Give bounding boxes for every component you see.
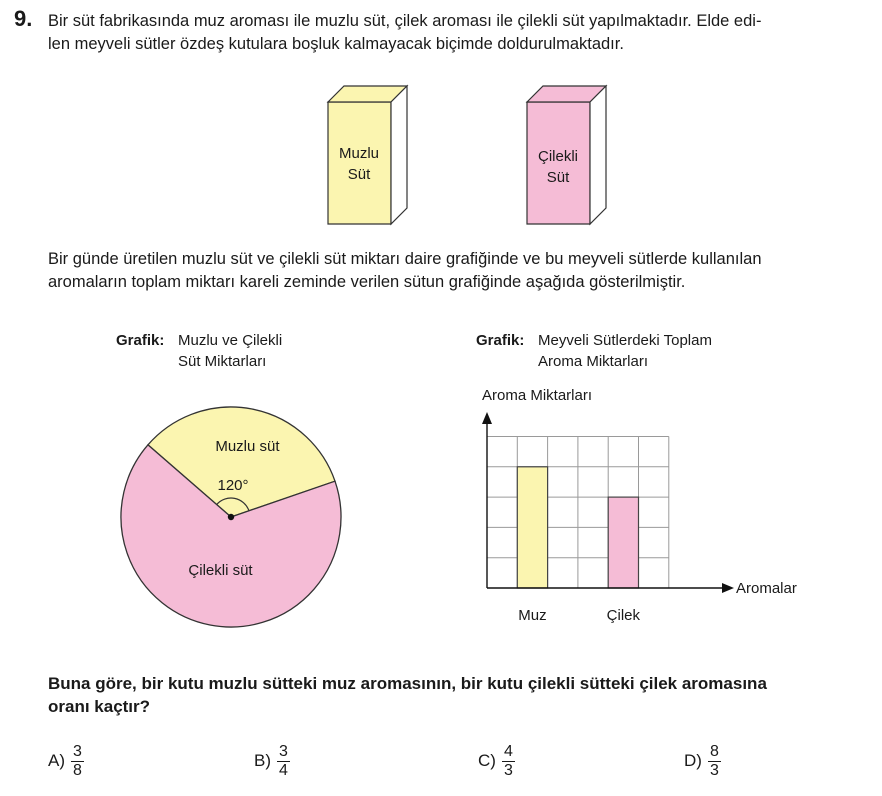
choice-fraction xyxy=(502,743,515,780)
pie-caption-label: Grafik: xyxy=(116,332,165,349)
fraction-numerator: 3 xyxy=(279,742,288,760)
banana-box-side xyxy=(391,86,407,224)
fraction-numerator: 3 xyxy=(73,742,82,760)
pie-caption-line-2: Süt Miktarları xyxy=(178,353,267,370)
pie-slice-label-strawberry: Çilekli süt xyxy=(188,561,253,579)
milk-boxes-figure xyxy=(0,0,882,240)
bar-caption-line-2: Aroma Miktarları xyxy=(538,353,649,370)
banana-box-label-1: Muzlu xyxy=(338,145,380,162)
chart-intro-line-2: aromaların toplam miktarı kareli zeminde verilen sütun grafiğinde aşağıda gösterilmiştir. xyxy=(48,273,686,291)
question-prompt-line-1: Buna göre, bir kutu muzlu sütteki muz aromasının, bir kutu çilekli sütteki çilek aromasına xyxy=(48,674,767,693)
y-axis-arrow-icon xyxy=(482,412,492,424)
bar-caption-label: Grafik: xyxy=(476,332,525,349)
question-number: 9. xyxy=(14,6,33,31)
choice-letter: D) xyxy=(684,751,702,770)
pie-chart xyxy=(100,395,360,640)
strawberry-box-label-2: Süt xyxy=(546,169,570,186)
banana-box-front xyxy=(328,102,391,224)
strawberry-milk-box xyxy=(527,86,606,224)
pie-caption-line-1: Muzlu ve Çilekli xyxy=(178,332,283,349)
fraction-denominator: 3 xyxy=(709,761,719,779)
category-label-cilek: Çilek xyxy=(606,607,641,624)
choice-fraction xyxy=(708,743,721,780)
fraction-numerator: 4 xyxy=(503,742,513,760)
y-axis-label: Aroma Miktarları xyxy=(482,387,593,404)
angle-label: 120° xyxy=(217,477,249,494)
fraction-denominator: 3 xyxy=(503,761,513,779)
fraction-denominator: 8 xyxy=(73,761,82,779)
bar-chart xyxy=(470,380,830,630)
category-label-muz: Muz xyxy=(518,607,547,624)
question-prompt-line-2: oranı kaçtır? xyxy=(48,697,151,716)
choice-fraction xyxy=(277,743,290,780)
pie-center-dot xyxy=(228,514,234,520)
answer-choice-c[interactable] xyxy=(478,740,515,782)
choice-letter: B) xyxy=(254,751,271,770)
chart-intro-line-1: Bir günde üretilen muzlu süt ve çilekli süt miktarı daire grafiğinde ve bu meyveli sütlerde kullanılan xyxy=(48,250,762,268)
answer-choice-a[interactable] xyxy=(48,740,84,782)
answer-choice-d[interactable] xyxy=(684,740,721,782)
choice-letter: C) xyxy=(478,751,496,770)
x-axis-arrow-icon xyxy=(722,583,734,593)
bar-muz xyxy=(517,467,547,588)
fraction-numerator: 8 xyxy=(709,742,719,760)
chart-grid xyxy=(487,437,669,589)
strawberry-box-side xyxy=(590,86,606,224)
bar-cilek xyxy=(608,497,638,588)
fraction-denominator: 4 xyxy=(279,761,288,779)
choice-letter: A) xyxy=(48,751,65,770)
strawberry-box-label-1: Çilekli xyxy=(537,148,579,165)
intro-text-line-2: len meyveli sütler özdeş kutulara boşluk kalmayacak biçimde doldurulmaktadır. xyxy=(48,35,624,53)
bar-caption-line-1: Meyveli Sütlerdeki Toplam xyxy=(538,332,712,349)
banana-milk-box xyxy=(328,86,407,224)
pie-slice-label-banana: Muzlu süt xyxy=(215,438,280,456)
banana-box-label-2: Süt xyxy=(347,166,371,183)
x-axis-label: Aromalar xyxy=(736,580,797,597)
intro-text-line-1: Bir süt fabrikasında muz aroması ile muzlu süt, çilek aroması ile çilekli süt yapılmaktadır. Elde edi- xyxy=(48,12,762,30)
choice-fraction xyxy=(71,743,84,780)
answer-choice-b[interactable] xyxy=(254,740,290,782)
